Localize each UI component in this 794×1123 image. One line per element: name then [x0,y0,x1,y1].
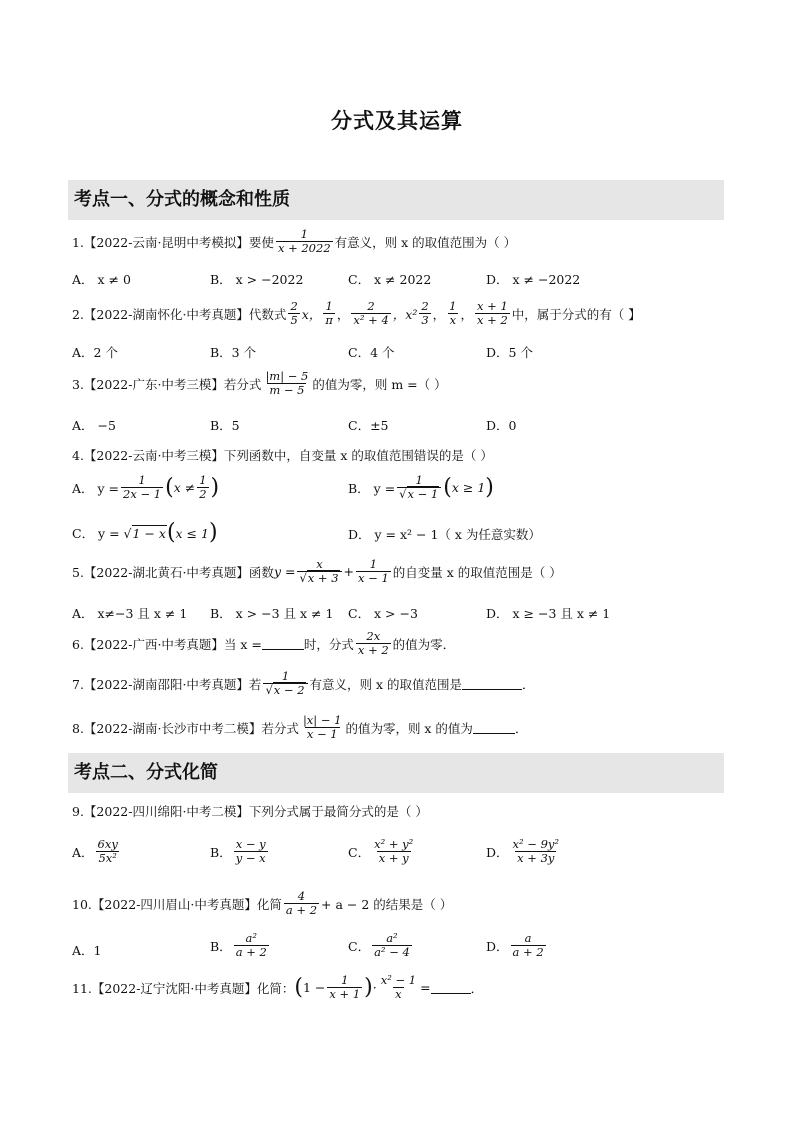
option-b: B． $\frac{x - y}{y - x}$ [210,837,266,866]
option-c: C． x > −3 [348,606,418,621]
fraction: $\frac{x + 1}{x + 2}$ [477,299,508,328]
question-4: 4.【2022-云南·中考三模】下列函数中，自变量 x 的取值范围错误的是（ ） [72,448,493,463]
fraction: $\frac{2}{5}$ [290,299,298,328]
option-b: B． x > −3 且 x ≠ 1 [210,606,334,621]
question-1: 1.【2022-云南·昆明中考模拟】要使 $\frac{1}{x + 2022}$ 有意义，则 x 的取值范围为（ ） [72,227,517,256]
option-c: C． x ≠ 2022 [348,272,432,287]
option-d: D．5 个 [486,345,533,360]
fraction: $\frac{2}{\text{x² + 4}}$ [353,299,389,328]
option-d: D． x ≠ −2022 [486,272,581,287]
question-8: 8.【2022-湖南·长沙市中考二模】若分式 $\frac{|x| - 1}{x - 1}$ 的值为零，则 x 的值为 ． [72,713,528,742]
option-a: A． x≠−3 且 x ≠ 1 [72,606,188,621]
option-d: D． x ≥ −3 且 x ≠ 1 [486,606,611,621]
option-b: B． y = $\frac{1}{√x - 1}$ ( x ≥ 1 ) [348,473,494,502]
answer-blank[interactable] [262,637,304,650]
question-7: 7.【2022-湖南邵阳·中考真题】若 $\frac{1}{√x - 2}$ 有意义，则 x 的取值范围是 ． [72,669,535,698]
page-title: 分式及其运算 [331,108,463,133]
option-c: C． $\frac{\text{a²}}{\text{a² − 4}}$ [348,931,410,960]
fraction: $\frac{1}{\pi}$ [325,299,333,328]
option-b: B． x > −2022 [210,272,304,287]
question-10: 10.【2022-四川眉山·中考真题】化简 $\frac{4}{a + 2}$ + a − 2 的结果是（ ） [72,889,453,918]
option-a: A． x ≠ 0 [72,272,131,287]
option-d: D． y = x² − 1（ x 为任意实数） [348,527,541,542]
option-a: A．1 [72,943,102,958]
fraction: $\frac{2}{3}$ [421,299,429,328]
answer-blank[interactable] [473,721,515,734]
section-header-2: 考点二、分式化简 [68,753,724,793]
question-6: 6.【2022-广西·中考真题】当 x = 时，分式 $\frac{2x}{x + 2}$ 的值为零． [72,629,456,658]
option-b: B．3 个 [210,345,257,360]
answer-blank[interactable] [431,981,471,994]
option-c: C． $\frac{\text{x² + y²}}{x + y}$ [348,837,414,866]
option-c: C． y = √ 1 − x ( x ≤ 1 ) [72,520,218,545]
question-11: 11.【2022-辽宁沈阳·中考真题】化简： ( 1 − $\frac{1}{x + 1}$ ) · $\frac{\text{x² − 1}}{x}$ = ． [72,973,484,1002]
option-a: A．2 个 [72,345,118,360]
fraction: $\frac{1}{x}$ [449,299,457,328]
question-stem: 1.【2022-云南·昆明中考模拟】要使 [72,234,274,250]
fraction: $\frac{|m| - 5}{m - 5}$ [265,369,309,398]
option-c: C．±5 [348,418,389,433]
option-b: B．5 [210,418,240,433]
answer-blank[interactable] [462,677,522,690]
option-a: A． −5 [72,418,116,433]
fraction: $\frac{1}{x + 2022}$ [277,227,331,256]
option-d: D． $\frac{a}{a + 2}$ [486,931,544,960]
option-b: B． $\frac{\text{a²}}{a + 2}$ [210,931,267,960]
question-5: 5.【2022-湖北黄石·中考真题】函数 y = $\frac{x}{√x + 3}$ + $\frac{1}{x - 1}$ 的自变量 x 的取值范围是（ ） [72,557,562,586]
section-header-1: 考点一、分式的概念和性质 [68,180,724,220]
option-d: D． $\frac{\text{x² − 9y²}}{x + 3y}$ [486,837,559,866]
question-2: 2.【2022-湖南怀化·中考真题】代数式 $\frac{2}{5}$ x， $\frac{1}{\pi}$ ， $\frac{2}{\text{x² + 4}}$ ，x² $\frac{2}{3}$ ， $\frac{1}{x}$ ， $\frac{x + 1}{x + 2}$ 中，属于分式的有（ 】 [72,299,641,328]
question-3: 3.【2022-广东·中考三模】若分式 $\frac{|m| - 5}{m - 5}$ 的值为零，则 m =（ ） [72,369,447,398]
option-a: A． $\frac{6xy}{\text{5x²}}$ [72,837,118,866]
option-c: C．4 个 [348,345,395,360]
option-d: D．0 [486,418,517,433]
option-a: A． y = $\frac{1}{2x - 1}$ ( x ≠ $\frac{1}{2}$ ) [72,473,220,502]
question-9: 9.【2022-四川绵阳·中考二模】下列分式属于最简分式的是（ ） [72,804,428,819]
